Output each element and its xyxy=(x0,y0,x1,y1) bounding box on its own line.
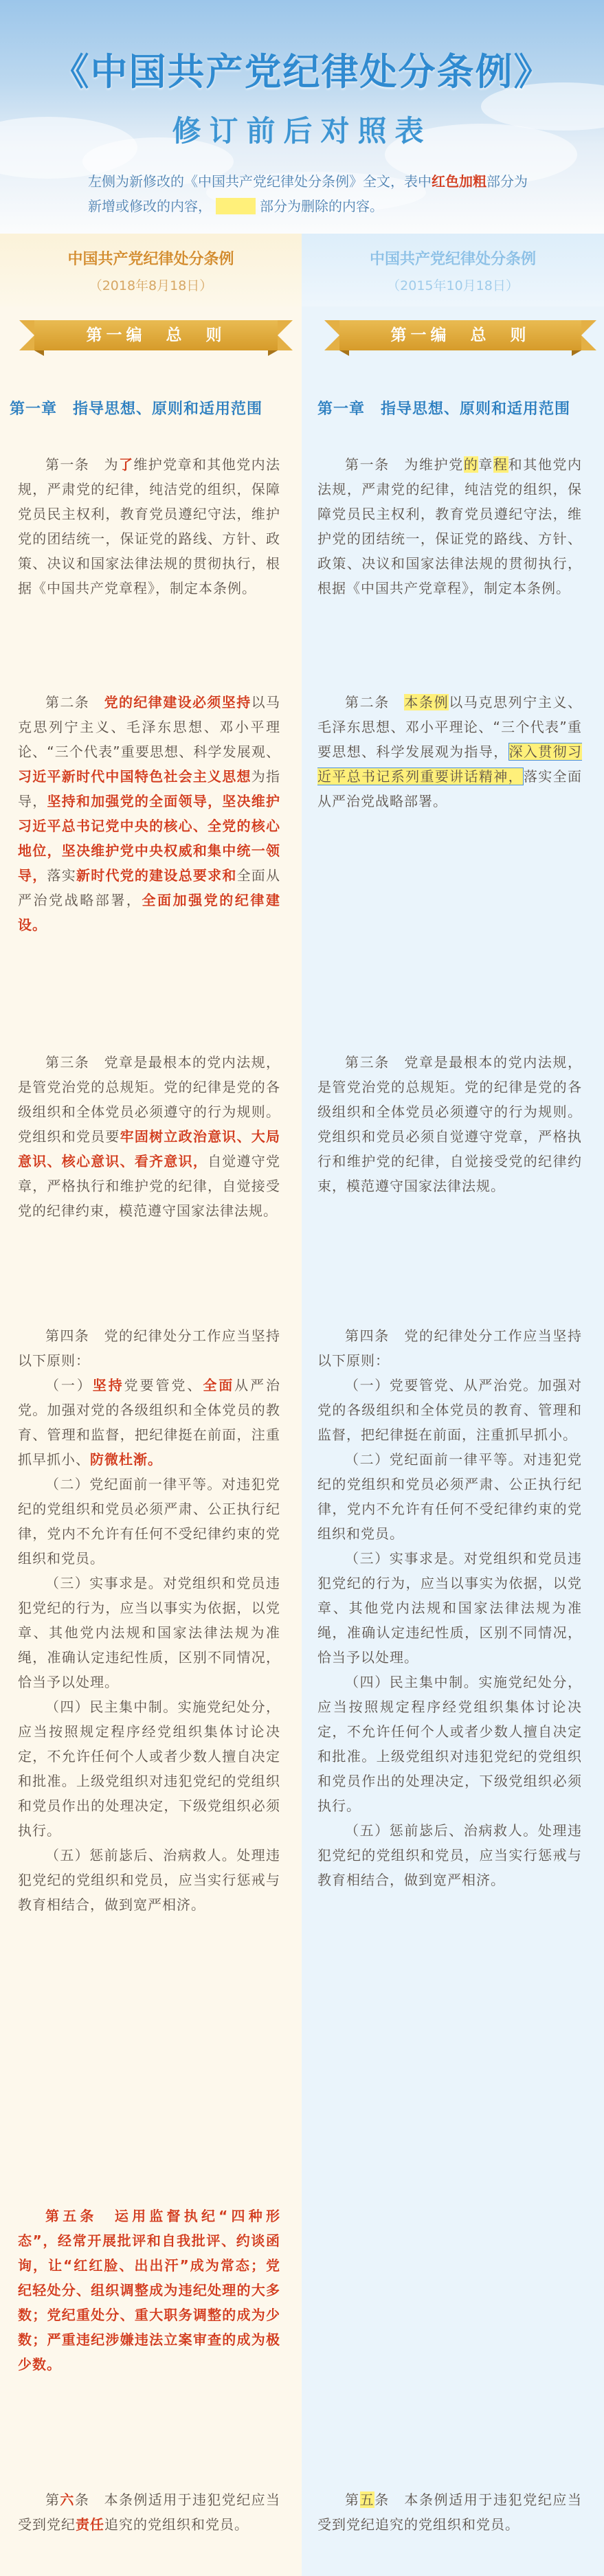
page-subtitle: 修订前后对照表 xyxy=(172,114,432,148)
article-text: 第一条 为维护党 xyxy=(345,456,464,473)
added-text: 坚持 xyxy=(92,1377,124,1393)
added-text: 全面加强党的纪律建设。 xyxy=(18,892,280,933)
article-text: 第四条 党的纪律处分工作应当坚持以下原则： xyxy=(317,1328,582,1369)
right-article-5 xyxy=(317,2487,582,2537)
article-text: 第二条 xyxy=(345,694,405,710)
article-text: 自觉遵守党章，严格执行和维护党的纪律，自觉接受党的纪律约束，模范遵守国家法律法规。 xyxy=(18,1153,281,1219)
article-text: 党要管党、 xyxy=(124,1377,203,1393)
left-article-5 xyxy=(18,2204,280,2377)
added-text: 坚持和加强党的全面领导，坚决维护习近平总书记党中央的核心、全党的核心地位，坚决维护党中央权威和集中统一领导， xyxy=(18,793,281,884)
right-part-title: 第一编 总 则 xyxy=(339,320,581,350)
right-article-3 xyxy=(317,1050,582,1198)
right-chapter-title: 第一章 指导思想、原则和适用范围 xyxy=(317,401,571,418)
article-text: （三）实事求是。对党组织和党员违犯党纪的行为，应当以事实为依据，以党章、其他党内法规和国家法律法规为准绳，准确认定违纪性质，区别不同情况，恰当予以处理。 xyxy=(317,1550,582,1666)
article-text: 追究的党组织和党员。 xyxy=(104,2516,249,2533)
added-text: 了 xyxy=(119,456,134,473)
article-text: （二）党纪面前一律平等。对违犯党纪的党组织和党员必须严肃、公正执行纪律，党内不允许有任何不受纪律约束的党组织和党员。 xyxy=(317,1451,582,1542)
article-text: 从严治党。加强对党的各级组织和全体党员的教育、管理和监督，把纪律挺在前面，注重抓早抓小、 xyxy=(18,1377,281,1468)
article-text: 章 xyxy=(478,456,494,473)
article-text: 以马克思列宁主义、毛泽东思想、邓小平理论、“三个代表”重要思想、科学发展观、 xyxy=(18,694,281,760)
article-text: 全面从严治党战略部署， xyxy=(18,867,281,908)
right-article-2 xyxy=(317,690,582,814)
left-article-4 xyxy=(18,1323,280,1917)
intro-red-legend: 红色加粗 xyxy=(432,173,486,190)
article-text: 第二条 xyxy=(45,694,104,710)
article-text: 第四条 党的纪律处分工作应当坚持以下原则： xyxy=(18,1328,280,1369)
left-column-header xyxy=(0,234,302,306)
article-text: 条 本条例适用于违犯党纪应当受到党纪 xyxy=(18,2491,281,2533)
article-text: 落实 xyxy=(47,867,76,884)
right-column-header xyxy=(302,234,604,306)
article-text: （四）民主集中制。实施党纪处分，应当按照规定程序经党组织集体讨论决定，不允许任何个人或者少数人擅自决定和批准。上级党组织对违犯党纪的党组织和党员作出的处理决定，下级党组织必须执行。 xyxy=(18,1699,280,1839)
deleted-text: 五 xyxy=(359,2491,375,2508)
header-banner xyxy=(0,0,604,234)
left-article-3 xyxy=(18,1050,280,1223)
article-text: （四）民主集中制。实施党纪处分，应当按照规定程序经党组织集体讨论决定，不允许任何个人或者少数人擅自决定和批准。上级党组织对违犯党纪的党组织和党员作出的处理决定，下级党组织必须执行。 xyxy=(317,1674,582,1814)
added-text: 党的纪律建设必须坚持 xyxy=(104,694,251,710)
article-text: （五）惩前毖后、治病救人。处理违犯党纪的党组织和党员，应当实行惩戒与教育相结合，做到宽严相济。 xyxy=(317,1822,582,1888)
article-text: （一）党要管党、从严治党。加强对党的各级组织和全体党员的教育、管理和监督，把纪律挺在前面，注重抓早抓小。 xyxy=(317,1377,582,1443)
article-text: 第三条 党章是最根本的党内法规，是管党治党的总规矩。党的纪律是党的各级组织和全体党员必须遵守的行为规则。党组织和党员要 xyxy=(18,1054,280,1145)
article-text: （二）党纪面前一律平等。对违犯党纪的党组织和党员必须严肃、公正执行纪律，党内不允许有任何不受纪律约束的党组织和党员。 xyxy=(18,1476,280,1567)
article-text: 第 xyxy=(345,2491,360,2508)
left-article-1 xyxy=(18,452,280,601)
intro-text-part: 左侧为新修改的《中国共产党纪律处分条例》全文，表中 xyxy=(88,173,432,190)
article-text: 以马克思列宁主义、毛泽东思想、邓小平理论、“三个代表”重要思想、科学发展观为指导， xyxy=(317,694,583,760)
article-text: 维护党章和其他党内法规，严肃党的纪律，纯洁党的组织，保障党员民主权利，教育党员遵纪守法，维护党的团结统一，保证党的路线、方针、政策、决议和国家法律法规的贯彻执行，根据《中国共产党章程》，制定本条例。 xyxy=(18,456,281,596)
right-article-4 xyxy=(317,1323,582,1892)
deleted-text: 的 xyxy=(463,456,479,473)
deleted-text: 深入贯彻习近平总书记系列重要讲话精神， xyxy=(317,743,583,785)
added-text: 新时代党的建设总要求和 xyxy=(76,867,237,884)
article-text: 为指导， xyxy=(18,768,281,809)
article-text: 条 本条例适用于违犯党纪应当受到党纪追究的党组织和党员。 xyxy=(317,2491,583,2533)
added-text: 牢固树立政治意识、大局意识、核心意识、看齐意识， xyxy=(18,1128,281,1169)
left-article-2 xyxy=(18,690,280,937)
left-part-banner xyxy=(19,320,293,356)
yellow-legend-swatch xyxy=(216,198,256,214)
intro-text-part: 部分为删除的内容。 xyxy=(260,198,383,214)
added-text: 六 xyxy=(60,2491,75,2508)
intro-text-part: 部分为新增或修改的内容， xyxy=(88,173,528,214)
article-text: （三）实事求是。对党组织和党员违犯党纪的行为，应当以事实为依据，以党章、其他党内法规和国家法律法规为准绳，准确认定违纪性质，区别不同情况，恰当予以处理。 xyxy=(18,1575,280,1690)
page-title: 《中国共产党纪律处分条例》 xyxy=(52,50,552,93)
article-text: （一） xyxy=(45,1377,93,1393)
deleted-text: 程 xyxy=(493,456,508,473)
left-article-6 xyxy=(18,2487,280,2537)
left-column-title: 中国共产党纪律处分条例 xyxy=(67,251,234,268)
article-text: 落实全面从严治党战略部署。 xyxy=(317,768,583,809)
right-column-title: 中国共产党纪律处分条例 xyxy=(369,251,536,268)
right-column-date: （2015年10月18日） xyxy=(387,278,519,293)
left-column-date: （2018年8月18日） xyxy=(89,278,213,293)
left-part-title: 第一编 总 则 xyxy=(34,320,278,350)
right-part-banner xyxy=(324,320,596,356)
article-text: 第一条 为 xyxy=(45,456,119,473)
added-text: 全面 xyxy=(203,1377,235,1393)
added-text: 习近平新时代中国特色社会主义思想 xyxy=(18,768,251,785)
article-text: （五）惩前毖后、治病救人。处理违犯党纪的党组织和党员，应当实行惩戒与教育相结合，做到宽严相济。 xyxy=(18,1847,280,1913)
deleted-text: 本条例 xyxy=(404,694,449,710)
added-text: 责任 xyxy=(76,2516,104,2533)
article-text: 和其他党内法规，严肃党的纪律，纯洁党的组织，保障党员民主权利，教育党员遵纪守法，维护党的团结统一，保证党的路线、方针、政策、决议和国家法律法规的贯彻执行，根据《中国共产党章程》，制定本条例。 xyxy=(317,456,583,596)
article-text: 第 xyxy=(45,2491,60,2508)
added-text: 防微杜渐。 xyxy=(90,1451,162,1468)
intro-text xyxy=(88,169,538,219)
right-article-1 xyxy=(317,452,582,601)
added-text: 第五条 运用监督执纪“四种形态”，经常开展批评和自我批评、约谈函询，让“红红脸、出出汗”成为常态；党纪轻处分、组织调整成为违纪处理的大多数；党纪重处分、重大职务调整的成为少数；严重违纪涉嫌违法立案审查的成为极少数。 xyxy=(18,2208,280,2373)
left-chapter-title: 第一章 指导思想、原则和适用范围 xyxy=(10,401,263,418)
article-text: 第三条 党章是最根本的党内法规，是管党治党的总规矩。党的纪律是党的各级组织和全体党员必须遵守的行为规则。党组织和党员必须自觉遵守党章，严格执行和维护党的纪律，自觉接受党的纪律约束，模范遵守国家法律法规。 xyxy=(317,1054,582,1194)
